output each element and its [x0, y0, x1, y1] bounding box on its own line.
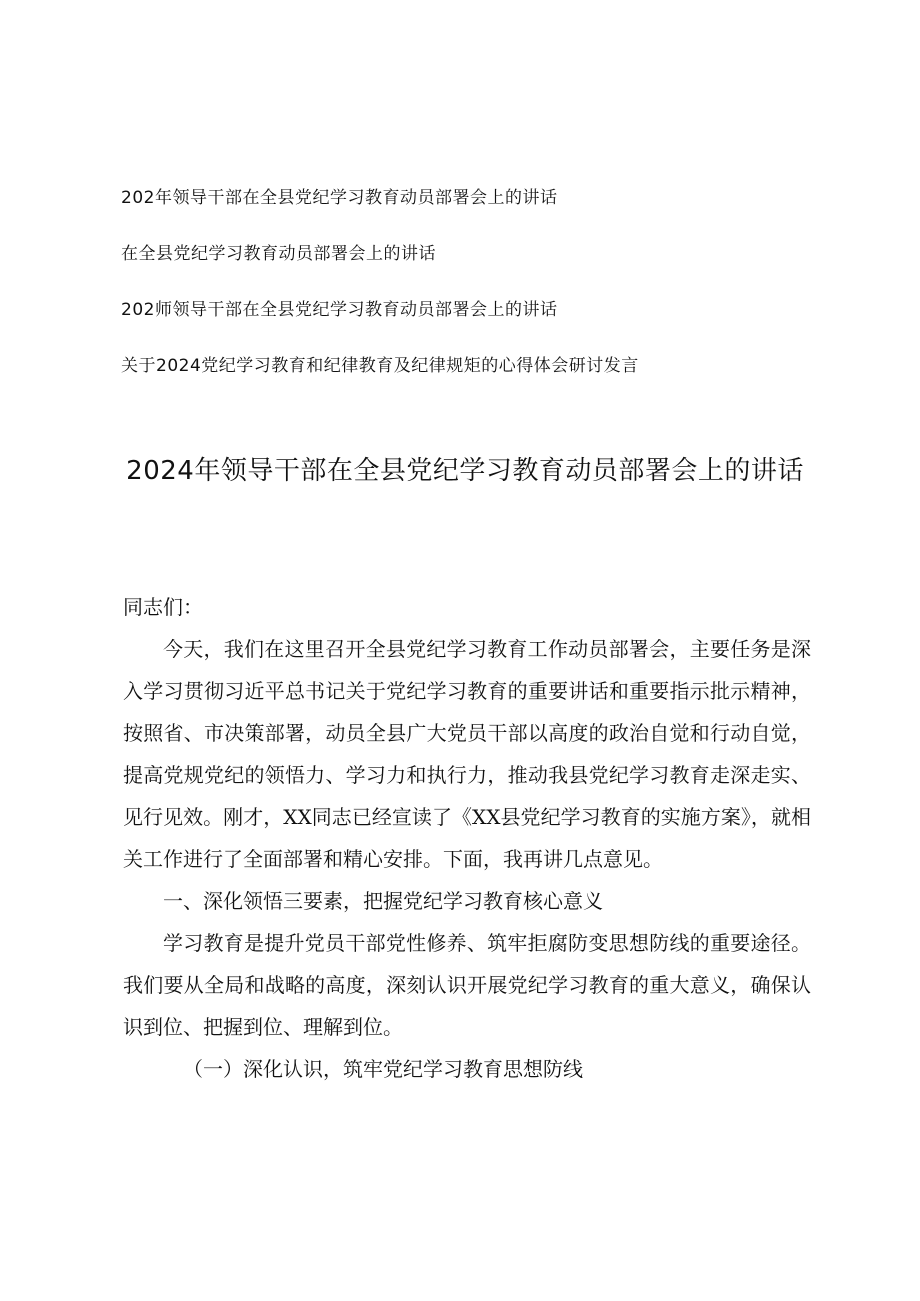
greeting: 同志们： — [123, 595, 203, 619]
toc-item[interactable]: 202年领导干部在全县党纪学习教育动员部署会上的讲话 — [121, 188, 558, 208]
body-paragraph: 学习教育是提升党员干部党性修养、筑牢拒腐防变思想防线的重要途径。我们要从全局和战略的高度，深刻认识开展党纪学习教育的重大意义，确保认识到位、把握到位、理解到位。 — [123, 931, 811, 1039]
toc-item[interactable]: 202师领导干部在全县党纪学习教育动员部署会上的讲话 — [121, 300, 558, 320]
table-of-contents — [121, 186, 821, 410]
sub-heading: （一）深化认识，筑牢党纪学习教育思想防线 — [183, 1057, 583, 1081]
section-heading: 一、深化领悟三要素，把握党纪学习教育核心意义 — [163, 889, 603, 913]
document-title: 2024年领导干部在全县党纪学习教育动员部署会上的讲话 — [126, 456, 804, 486]
toc-item[interactable]: 关于2024党纪学习教育和纪律教育及纪律规矩的心得体会研讨发言 — [121, 356, 639, 376]
toc-item[interactable]: 在全县党纪学习教育动员部署会上的讲话 — [121, 244, 436, 264]
body-paragraph: 今天，我们在这里召开全县党纪学习教育工作动员部署会，主要任务是深入学习贯彻习近平总书记关于党纪学习教育的重要讲话和重要指示批示精神，按照省、市决策部署，动员全县广大党员干部以高度的政治自觉和行动自觉，提高党规党纪的领悟力、学习力和执行力，推动我县党纪学习教育走深走实、见行见效。刚才，XX同志已经宣读了《XX县党纪学习教育的实施方案》，就相关工作进行了全面部署和精心安排。下面，我再讲几点意见。 — [123, 637, 811, 871]
document-body — [123, 586, 811, 1090]
